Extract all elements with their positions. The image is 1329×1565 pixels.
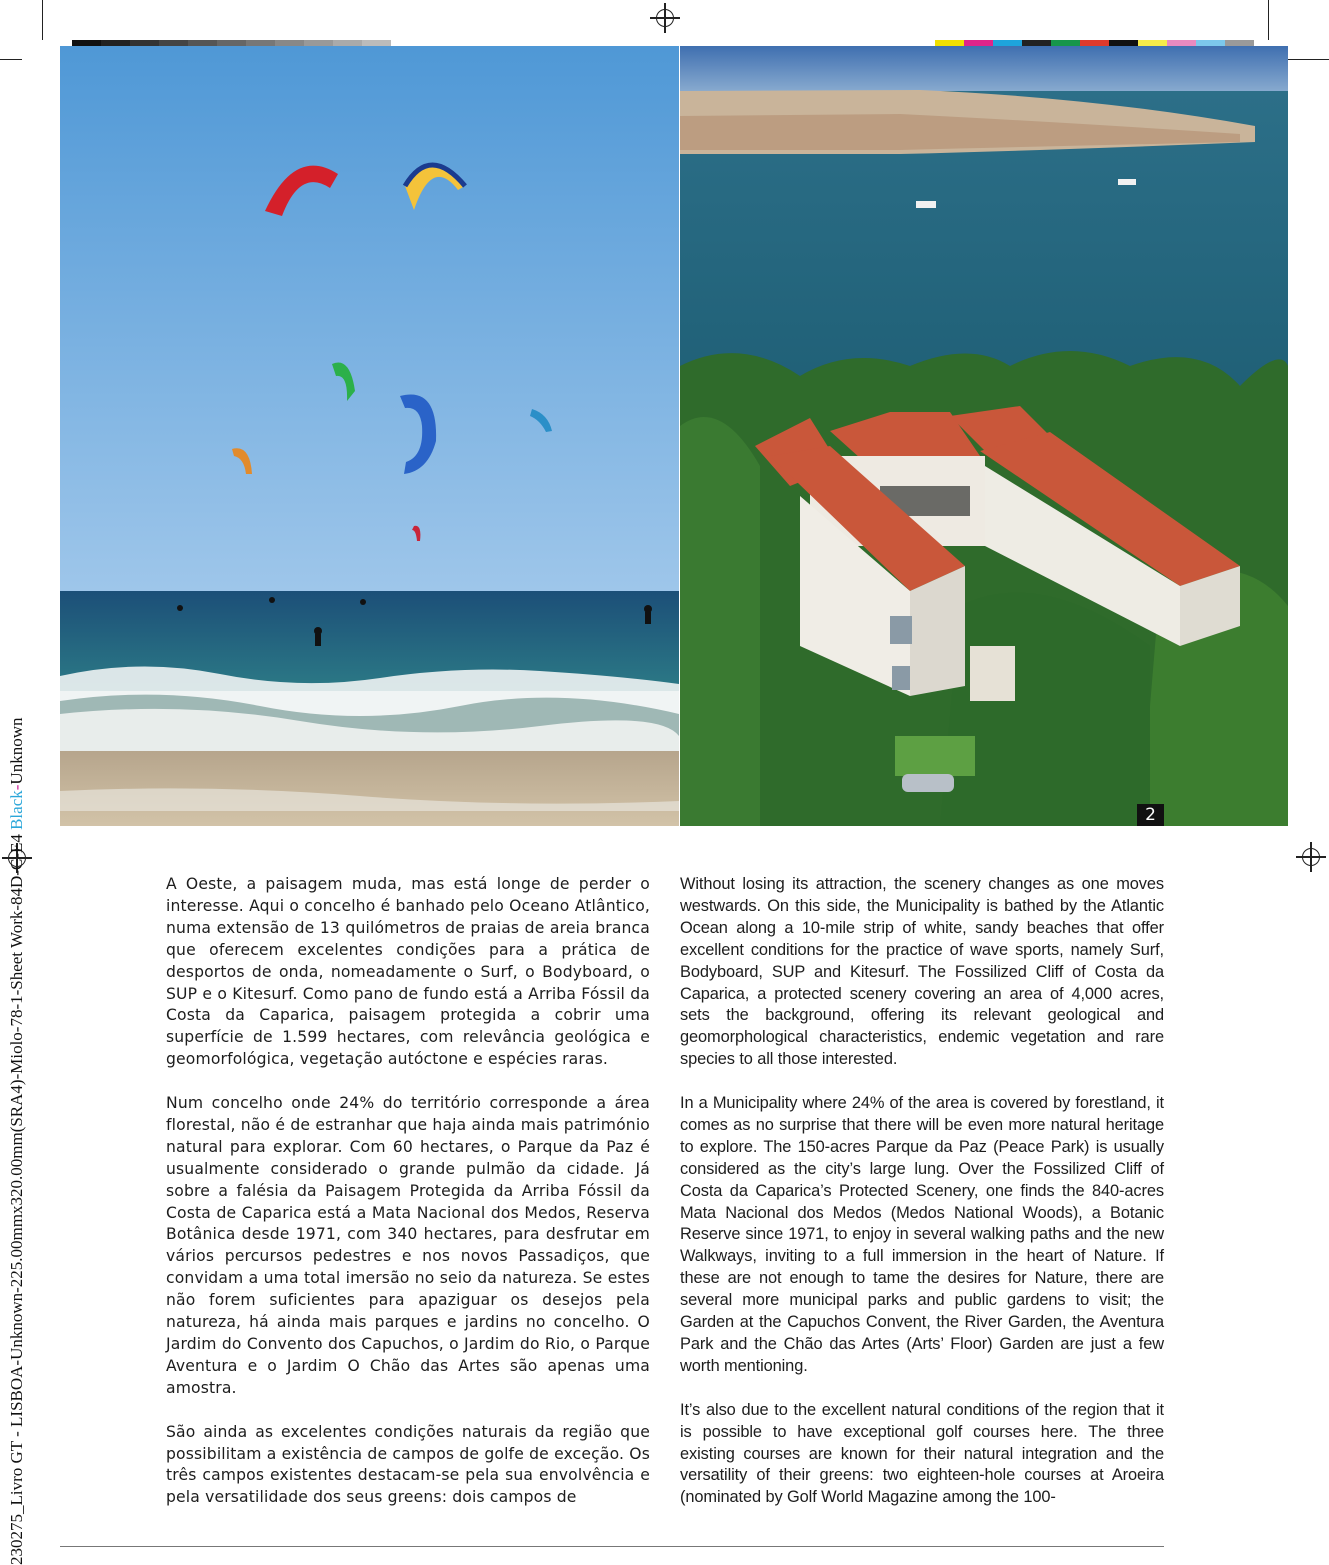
portuguese-column (166, 874, 650, 1531)
en-paragraph: Without losing its attraction, the scenery changes as one moves westwards. On this side, the Municipality is bathed by the Atlantic Ocean along a 10-mile strip of white, sandy beaches that offer excellent conditions for the practice of wave sports, namely Surf, Bodyboard, SUP and Kitesurf. The Fossilized Cliff of Costa da Caparica, a protected scenery covering an area of 4,000 acres, sets the background, offering its relevant geological and geomorphological characteristics, endemic vegetation and rare species to all those interested. (680, 875, 1164, 1069)
photo-number: 2 (1137, 804, 1164, 826)
slug-plates: Black (7, 790, 26, 830)
en-paragraph: In a Municipality where 24% of the area is covered by forestland, it comes as no surprise that there will be even more natural heritage to explore. The 150-acres Parque da Paz (Peace Park) is usually considered as the city’s large lung. Over the Fossilized Cliff of Costa da Caparica’s Protected Scenery, one finds the 840-acres Mata Nacional dos Medos (Medos National Woods), a Botanic Reserve since 1971, to enjoy in several walking paths and the new Walkways, inviting to a full immersion in the heart of Nature. If these are not enough to tame the desires for Nature, there are several more municipal parks and public gardens to visit; the Garden at the Capuchos Convent, the River Garden, the Aventura Park and the Chão das Artes (Arts’ Floor) Garden are just a few worth mentioning. (680, 1094, 1164, 1375)
crop-mark (1268, 0, 1269, 40)
footer-rule (60, 1546, 1164, 1547)
convent-photo (680, 46, 1288, 826)
registration-mark-right (1296, 842, 1326, 872)
printer-slug (4, 600, 30, 1565)
slug-prefix: 230275_Livro GT - LISBOA-Unknown-225.00mmx320.00mm(SRA4)-Miolo-78-1-Sheet Work-84D-C-E4 (7, 834, 26, 1565)
crop-mark (0, 59, 22, 60)
slug-separator: - (7, 784, 26, 791)
crop-mark (42, 0, 43, 40)
pt-paragraph: A Oeste, a paisagem muda, mas está longe de perder o interesse. Aqui o concelho é banhado pelo Oceano Atlântico, numa extensão de 13 quilómetros de praias de areia branca que oferecem excelentes condições para a prática de desportos de onda, nomeadamente o Surf, o Bodyboard, o SUP e o Kitesurf. Como pano de fundo está a Arriba Fóssil da Costa da Caparica, paisagem protegida a cobrir uma superfície de 1.599 hectares, com relevância geológica e geomorfológica, vegetação autóctone e espécies raras. (166, 875, 650, 1069)
pt-paragraph: Num concelho onde 24% do território corresponde a área florestal, não é de estranhar que haja ainda mais património natural para explorar. Com 60 hectares, o Parque da Paz é usualmente considerado o grande pulmão da cidade. Já sobre a falésia da Paisagem Protegida da Arriba Fóssil da Costa de Caparica está a Mata Nacional dos Medos, Reserva Botânica desde 1971, com 340 hectares, para desfrutar em vários percursos pedestres e nos novos Passadiços, que convidam a uma total imersão no seio da natureza. Se estes não forem suficientes para apaziguar os desejos pela natureza, há ainda mais parques e jardins no concelho. O Jardim do Convento dos Capuchos, o Jardim do Rio, o Parque Aventura e o Jardim O Chão das Artes são apenas uma amostra. (166, 1094, 650, 1397)
crop-mark (1283, 59, 1329, 60)
english-column (680, 874, 1164, 1531)
registration-mark-top (650, 3, 680, 33)
en-paragraph: It’s also due to the excellent natural conditions of the region that it is possible to have exceptional golf courses here. The three existing courses are known for their natural integration and the versatility of their greens: two eighteen-hole courses at Aroeira (nominated by Golf World Magazine among the 100- (680, 1400, 1164, 1507)
slug-profile: Unknown (7, 717, 26, 785)
pt-paragraph: São ainda as excelentes condições naturais da região que possibilitam a existência de campos de golfe de exceção. Os três campos existentes destacam-se pela sua envolvência e pela versatilidade dos seus greens: dois campos de (166, 1422, 650, 1507)
convent-illustration (680, 46, 1288, 826)
kitesurf-photo (60, 46, 679, 826)
kitesurf-illustration (60, 46, 679, 826)
